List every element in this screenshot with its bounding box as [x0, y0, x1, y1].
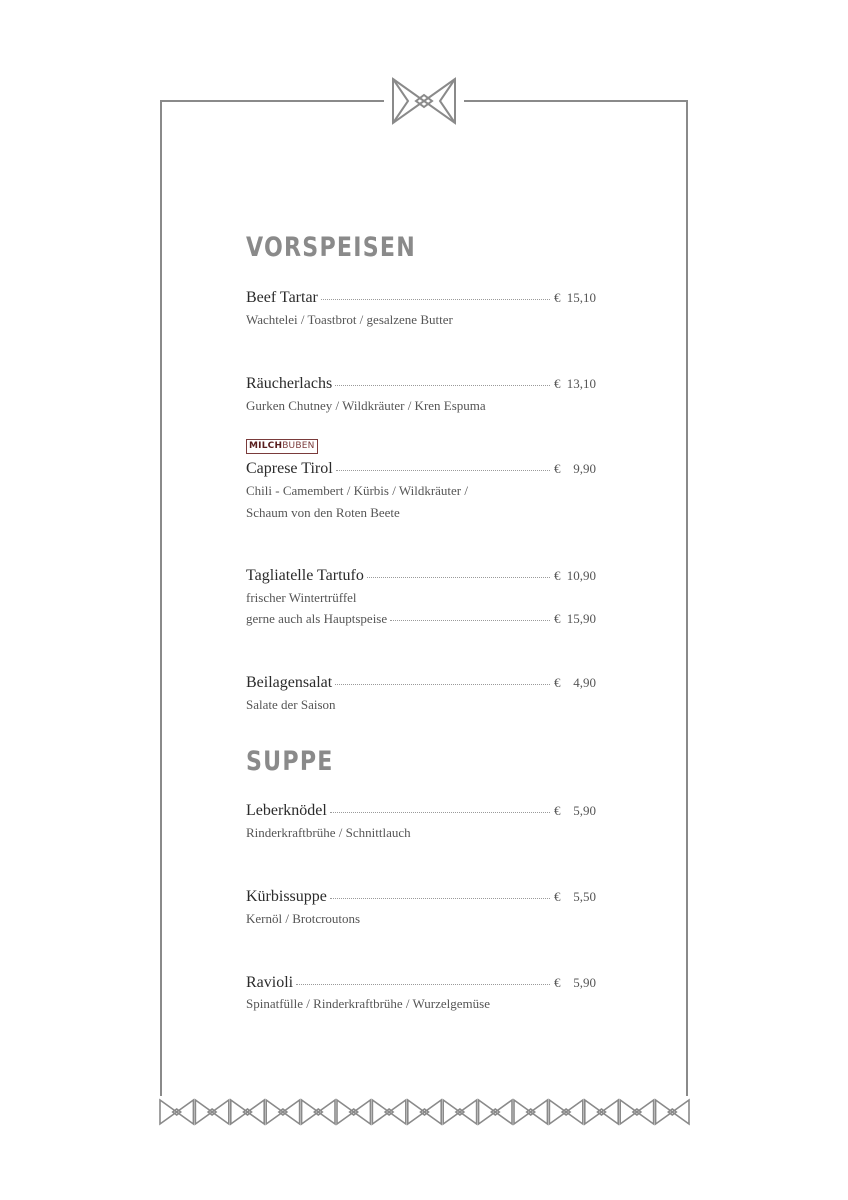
bowtie-motif — [302, 1100, 335, 1124]
item-price — [554, 569, 596, 582]
dot-leader — [330, 897, 550, 899]
item-name: Beef Tartar — [246, 289, 318, 306]
section-title-vorspeisen: VORSPEISEN — [246, 232, 417, 263]
bowtie-pattern-border — [158, 1098, 690, 1126]
price-value: 10,90 — [566, 568, 596, 583]
price-value: 5,90 — [573, 975, 596, 990]
currency-symbol: € — [554, 675, 561, 690]
price-value: 15,90 — [566, 611, 596, 626]
item-name: Ravioli — [246, 974, 294, 991]
dot-leader — [296, 983, 550, 985]
bowtie-motif — [514, 1100, 547, 1124]
section-title-suppe: SUPPE — [246, 746, 334, 777]
item-description: frischer Wintertrüffel — [246, 590, 357, 605]
dot-leader — [335, 384, 550, 386]
menu-item-raeucherlachs — [246, 376, 596, 392]
menu-item-caprese-tirol — [246, 461, 596, 477]
milchbuben-badge — [246, 439, 318, 454]
item-price — [554, 804, 596, 817]
dot-leader — [367, 576, 550, 578]
item-description: Gurken Chutney / Wildkräuter / Kren Espuma — [246, 398, 486, 413]
item-price — [554, 890, 596, 903]
menu-item-beef-tartar — [246, 290, 596, 306]
price-value: 13,10 — [566, 376, 596, 391]
bowtie-motif — [372, 1100, 405, 1124]
price-value: 9,90 — [573, 461, 596, 476]
item-price — [554, 612, 596, 625]
bowtie-motif — [443, 1100, 476, 1124]
item-price — [554, 462, 596, 475]
bowtie-motif — [266, 1100, 299, 1124]
bowtie-ornament-icon — [388, 74, 460, 128]
dot-leader — [390, 619, 550, 621]
currency-symbol: € — [554, 290, 561, 305]
price-value: 15,10 — [566, 290, 596, 305]
currency-symbol: € — [554, 975, 561, 990]
dot-leader — [330, 811, 550, 813]
item-price — [554, 377, 596, 390]
bowtie-motif — [195, 1100, 228, 1124]
badge-part1: MILCH — [249, 441, 283, 451]
item-name: Räucherlachs — [246, 375, 333, 392]
currency-symbol: € — [554, 461, 561, 476]
dot-leader — [336, 469, 550, 471]
menu-item-tagliatelle-tartufo — [246, 568, 596, 584]
item-description: Salate der Saison — [246, 697, 336, 712]
menu-item-kuerbissuppe — [246, 889, 596, 905]
frame-left — [160, 100, 162, 1096]
item-name: Beilagensalat — [246, 674, 333, 691]
item-price — [554, 291, 596, 304]
currency-symbol: € — [554, 611, 561, 626]
bowtie-motif — [479, 1100, 512, 1124]
item-extra-label: gerne auch als Hauptspeise — [246, 611, 388, 626]
item-description: Kernöl / Brotcroutons — [246, 911, 361, 926]
menu-item-ravioli — [246, 975, 596, 991]
dot-leader — [321, 298, 550, 300]
price-value: 4,90 — [573, 675, 596, 690]
bowtie-motif — [585, 1100, 618, 1124]
item-price — [554, 976, 596, 989]
item-description: Wachtelei / Toastbrot / gesalzene Butter — [246, 312, 453, 327]
bowtie-motif — [656, 1100, 689, 1124]
item-description: Schaum von den Roten Beete — [246, 505, 400, 520]
item-name: Kürbissuppe — [246, 888, 327, 905]
currency-symbol: € — [554, 889, 561, 904]
badge-part2: BUBEN — [282, 441, 315, 451]
frame-right — [686, 100, 688, 1096]
menu-item-beilagensalat — [246, 675, 596, 691]
menu-item-extra-main-course — [246, 612, 596, 625]
frame-top-left — [160, 100, 384, 102]
currency-symbol: € — [554, 376, 561, 391]
menu-item-leberknoedel — [246, 803, 596, 819]
price-value: 5,50 — [573, 889, 596, 904]
item-description: Rinderkraftbrühe / Schnittlauch — [246, 825, 411, 840]
price-value: 5,90 — [573, 803, 596, 818]
bowtie-motif — [549, 1100, 582, 1124]
bowtie-motif — [231, 1100, 264, 1124]
bowtie-motif — [620, 1100, 653, 1124]
item-name: Caprese Tirol — [246, 460, 333, 477]
item-name: Tagliatelle Tartufo — [246, 567, 364, 584]
item-price — [554, 676, 596, 689]
dot-leader — [335, 683, 550, 685]
bowtie-motif — [160, 1100, 193, 1124]
frame-top-right — [464, 100, 688, 102]
bowtie-motif — [408, 1100, 441, 1124]
currency-symbol: € — [554, 803, 561, 818]
item-description: Spinatfülle / Rinderkraftbrühe / Wurzelgemüse — [246, 996, 490, 1011]
item-description: Chili - Camembert / Kürbis / Wildkräuter / — [246, 483, 469, 498]
item-name: Leberknödel — [246, 802, 327, 819]
currency-symbol: € — [554, 568, 561, 583]
bowtie-motif — [337, 1100, 370, 1124]
